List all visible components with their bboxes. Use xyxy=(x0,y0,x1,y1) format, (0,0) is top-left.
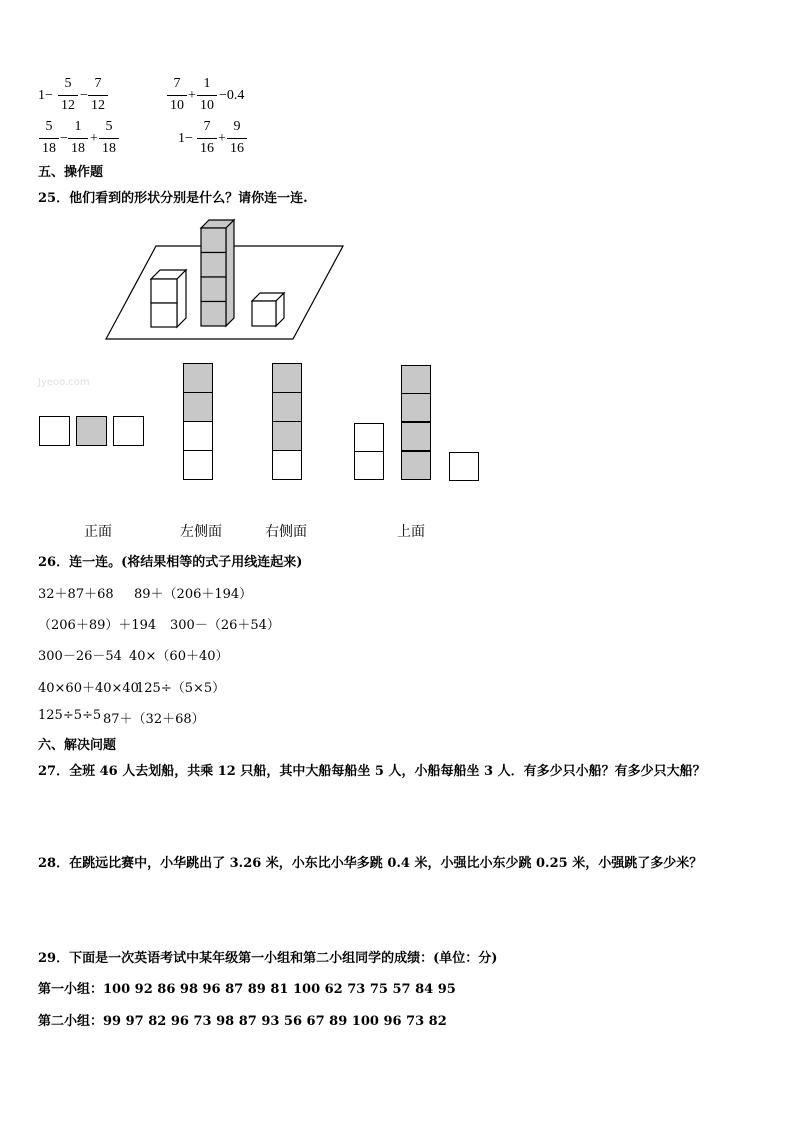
match-row-5-right: 87＋（32＋68） xyxy=(103,712,205,727)
label-top: 上面 xyxy=(397,524,425,540)
match-row-5-left: 125÷5÷5 xyxy=(38,708,102,723)
square-white xyxy=(354,451,384,480)
label-left-side: 左侧面 xyxy=(180,524,222,540)
square-gray xyxy=(272,392,302,422)
square-white xyxy=(449,452,479,481)
square-white xyxy=(183,450,213,480)
square-gray xyxy=(401,451,431,480)
expr1-lead: 1− xyxy=(38,88,53,103)
label-front: 正面 xyxy=(84,524,112,540)
cube-scene-figure xyxy=(0,0,794,560)
square-gray xyxy=(401,365,431,394)
match-row-1-right: 89＋（206＋194） xyxy=(134,587,253,602)
question-27-text: 27．全班 46 人去划船，共乘 12 只船，其中大船每船坐 5 人，小船每船坐 3 人．有多少只小船？有多少只大船？ xyxy=(38,764,706,779)
square-gray xyxy=(401,393,431,422)
square-white xyxy=(113,416,144,446)
square-gray xyxy=(183,363,213,393)
square-white xyxy=(272,450,302,480)
square-gray xyxy=(272,363,302,393)
label-right-side: 右侧面 xyxy=(265,524,307,540)
match-row-2-right: 300－（26＋54） xyxy=(170,618,280,633)
square-white xyxy=(183,421,213,451)
question-25-text: 25．他们看到的形状分别是什么？请你连一连. xyxy=(38,191,308,206)
section-six-title: 六、解决问题 xyxy=(38,738,117,753)
match-row-4-right: 125÷（5×5） xyxy=(136,681,226,696)
match-row-1-left: 32＋87＋68 xyxy=(38,587,114,602)
tall-cube-stack xyxy=(201,220,234,326)
left-cube-stack xyxy=(151,270,186,327)
question-28-text: 28．在跳远比赛中，小华跳出了 3.26 米，小东比小华多跳 0.4 米，小强比小东少跳 0.25 米，小强跳了多少米？ xyxy=(38,856,703,871)
match-row-3-right: 40×（60＋40） xyxy=(129,649,229,664)
square-white xyxy=(354,423,384,452)
match-row-3-left: 300－26－54 xyxy=(38,649,122,664)
square-gray xyxy=(401,422,431,451)
question-26-text: 26．连一连。(将结果相等的式子用线连起来) xyxy=(38,555,303,570)
match-row-4-left: 40×60＋40×40 xyxy=(38,681,139,696)
small-cube xyxy=(252,293,284,326)
square-gray xyxy=(183,392,213,422)
question-29-text: 29．下面是一次英语考试中某年级第一小组和第二小组同学的成绩：(单位：分) xyxy=(38,951,498,966)
match-row-2-left: （206＋89）＋194 xyxy=(38,618,157,633)
group-1-scores: 第一小组：100 92 86 98 96 87 89 81 100 62 73 75 57 84 95 xyxy=(38,982,456,997)
square-gray xyxy=(272,421,302,451)
section-five-title: 五、操作题 xyxy=(38,165,104,180)
square-white xyxy=(39,416,70,446)
group-2-scores: 第二小组：99 97 82 96 73 98 87 93 56 67 89 100 96 73 82 xyxy=(38,1014,447,1029)
square-gray xyxy=(76,416,107,446)
watermark: Jyeoo.com xyxy=(38,377,90,388)
